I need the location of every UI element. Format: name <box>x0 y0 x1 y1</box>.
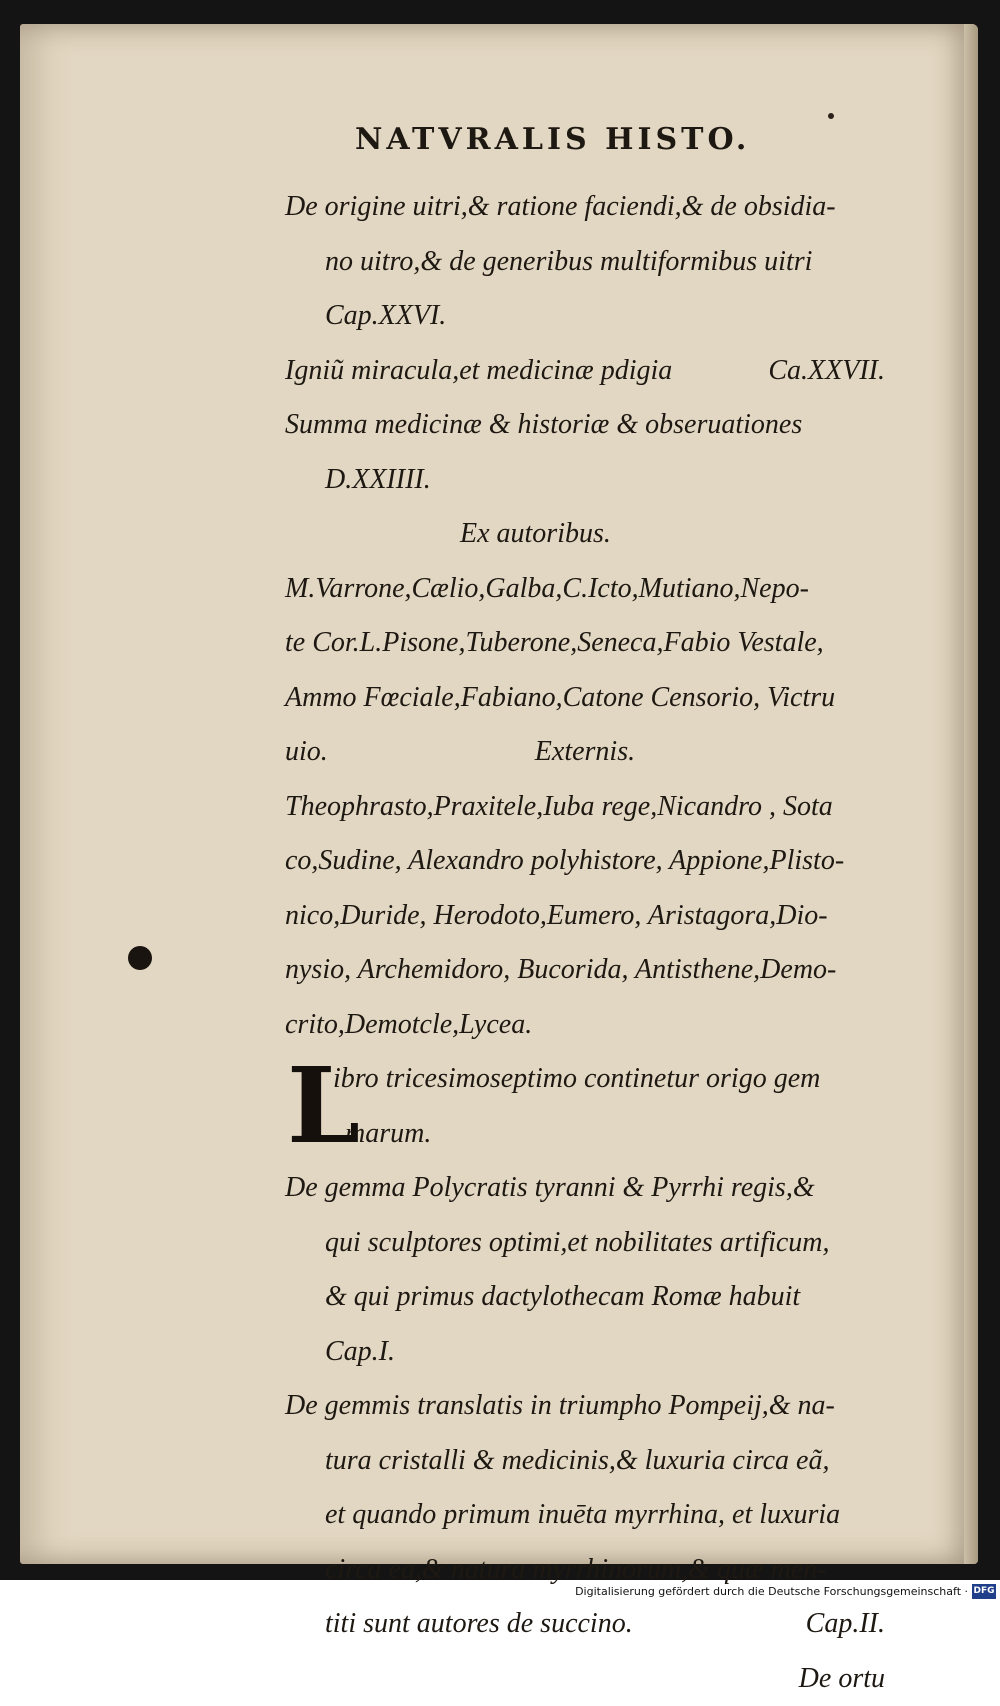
text-line <box>285 1597 885 1652</box>
text-line: marum. <box>285 1107 885 1162</box>
text-line: co,Sudine, Alexandro polyhistore, Appione,Plisto- <box>285 834 885 889</box>
text-line: Summa medicinæ & historiæ & obseruationes <box>285 398 885 453</box>
text-line: M.Varrone,Cælio,Galba,C.Icto,Mutiano,Nepo- <box>285 562 885 617</box>
entry-title: titi sunt autores de succino. <box>325 1597 633 1652</box>
text-line: Cap.I. <box>285 1325 885 1380</box>
text-line: & qui primus dactylothecam Romæ habuit <box>285 1270 885 1325</box>
text-fragment: uio. <box>285 736 328 767</box>
entry-title: Igniũ miracula,et medicinæ pdigia <box>285 344 672 399</box>
page-edge <box>964 24 978 1564</box>
text-line: De gemma Polycratis tyranni & Pyrrhi regis,& <box>285 1161 885 1216</box>
text-line: nysio, Archemidoro, Bucorida, Antisthene,Demo- <box>285 943 885 998</box>
dfg-logo: DFG <box>972 1584 996 1599</box>
text-line: Theophrasto,Praxitele,Iuba rege,Nicandro , Sota <box>285 780 885 835</box>
text-line: no uitro,& de generibus multiformibus uitri <box>285 235 885 290</box>
text-line: te Cor.L.Pisone,Tuberone,Seneca,Fabio Vestale, <box>285 616 885 671</box>
text-line: De gemmis translatis in triumpho Pompeij,& na- <box>285 1379 885 1434</box>
ink-speck <box>828 113 834 119</box>
text-line: et quando primum inuēta myrrhina, et luxuria <box>285 1488 885 1543</box>
catchword: De ortu <box>285 1652 885 1706</box>
text-line <box>285 725 885 780</box>
section-heading: Ex autoribus. <box>285 507 885 562</box>
text-line: circa ea,& natura myrrhinorum,& quæ men- <box>285 1543 885 1598</box>
text-line: crito,Demotcle,Lycea. <box>285 998 885 1053</box>
text-line: Ammo Fœciale,Fabiano,Catone Censorio, Victru <box>285 671 885 726</box>
drop-cap: L <box>287 1058 360 1154</box>
digitization-credit: Digitalisierung gefördert durch die Deutsche Forschungsgemeinschaft · <box>0 1580 1000 1604</box>
text-line: qui sculptores optimi,et nobilitates artificum, <box>285 1216 885 1271</box>
text-line: De origine uitri,& ratione faciendi,& de obsidia- <box>285 180 885 235</box>
text-line: ibro tricesimoseptimo continetur origo gem <box>285 1052 885 1107</box>
ink-blot <box>128 946 152 970</box>
chapter-number: Ca.XXVII. <box>768 344 885 399</box>
text-line: tura cristalli & medicinis,& luxuria circa eã, <box>285 1434 885 1489</box>
page-text <box>285 180 885 1706</box>
text-line: nico,Duride, Herodoto,Eumero, Aristagora,Dio- <box>285 889 885 944</box>
section-heading: Externis. <box>335 736 635 767</box>
chapter-number: Cap.II. <box>806 1597 885 1652</box>
text-line: D.XXIIII. <box>285 453 885 508</box>
text-line: Cap.XXVI. <box>285 289 885 344</box>
book-intro <box>285 1052 885 1161</box>
text-line <box>285 344 885 399</box>
running-head: NATVRALIS HISTO. <box>355 122 750 157</box>
